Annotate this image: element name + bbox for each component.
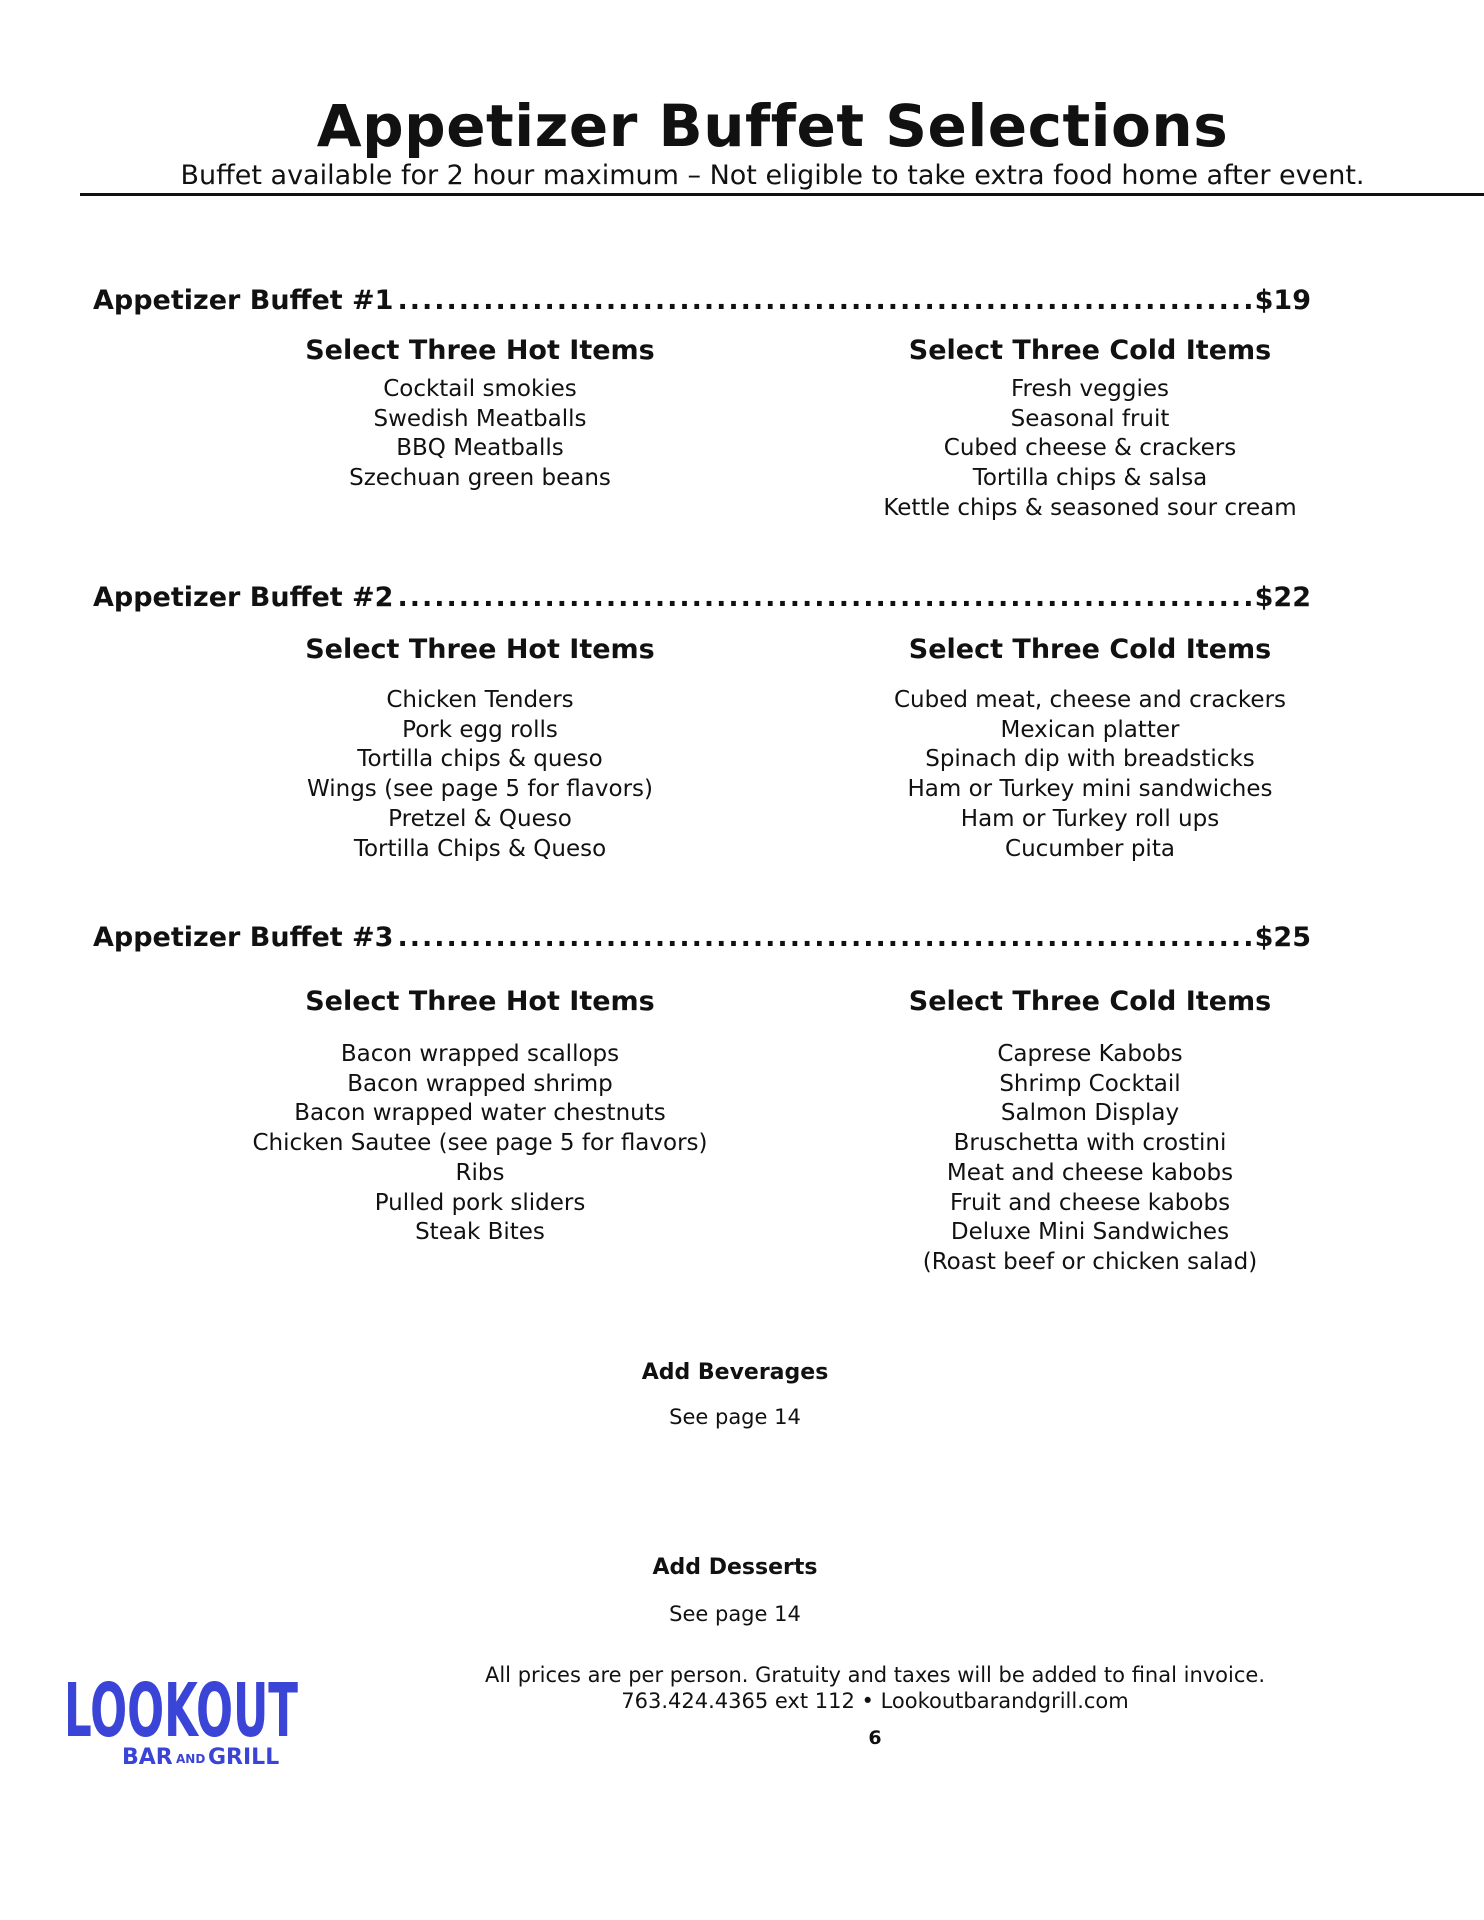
header-divider xyxy=(80,193,1484,196)
hot-items-list xyxy=(190,375,770,494)
list-item: Deluxe Mini Sandwiches xyxy=(950,1219,1230,1246)
cold-items-heading: Select Three Cold Items xyxy=(908,634,1272,665)
buffet-price: $22 xyxy=(1254,582,1311,613)
list-item: Salmon Display xyxy=(1000,1100,1180,1127)
addon-title: Add Desserts xyxy=(652,1555,818,1580)
buffet-price: $19 xyxy=(1254,285,1311,316)
list-item: Bacon wrapped shrimp xyxy=(347,1070,613,1097)
hot-items-heading: Select Three Hot Items xyxy=(305,986,655,1017)
hot-items-list xyxy=(190,686,770,864)
addon-note: See page 14 xyxy=(669,1405,801,1429)
dot-leader xyxy=(397,922,1250,953)
dot-leader xyxy=(397,285,1250,316)
cold-items-list xyxy=(790,686,1390,864)
list-item: Chicken Sautee (see page 5 for flavors) xyxy=(252,1130,708,1157)
list-item: Tortilla Chips & Queso xyxy=(353,835,607,862)
addon-title: Add Beverages xyxy=(641,1360,829,1385)
list-item: (Roast beef or chicken salad) xyxy=(922,1248,1258,1275)
list-item: Fruit and cheese kabobs xyxy=(949,1189,1231,1216)
list-item: Bruschetta with crostini xyxy=(953,1130,1227,1157)
buffet-1-hot-column xyxy=(190,335,770,494)
list-item: Swedish Meatballs xyxy=(373,405,587,432)
buffet-3-hot-column xyxy=(190,986,770,1248)
list-item: Kettle chips & seasoned sour cream xyxy=(883,494,1297,521)
buffet-price: $25 xyxy=(1254,922,1311,953)
page-number: 6 xyxy=(868,1727,882,1749)
buffet-name: Appetizer Buffet #1 xyxy=(93,285,394,316)
addon-desserts xyxy=(500,1555,970,1626)
buffet-name: Appetizer Buffet #3 xyxy=(93,922,394,953)
lookout-logo xyxy=(64,1658,304,1770)
cold-items-list xyxy=(790,1040,1390,1278)
list-item: Steak Bites xyxy=(415,1219,545,1246)
list-item: Ham or Turkey mini sandwiches xyxy=(907,776,1273,803)
list-item: Bacon wrapped scallops xyxy=(340,1041,620,1067)
hot-items-list xyxy=(190,1040,770,1248)
list-item: Wings (see page 5 for flavors) xyxy=(307,776,653,803)
list-item: Ribs xyxy=(455,1159,505,1186)
list-item: Mexican platter xyxy=(1000,716,1180,743)
footer-contact: 763.424.4365 ext 112 • Lookoutbarandgrill.com xyxy=(621,1689,1129,1713)
list-item: Caprese Kabobs xyxy=(997,1041,1183,1067)
page-subtitle: Buffet available for 2 hour maximum – Not eligible to take extra food home after event. xyxy=(180,160,1365,191)
list-item: Spinach dip with breadsticks xyxy=(925,746,1255,773)
hot-items-heading: Select Three Hot Items xyxy=(305,335,655,366)
list-item: Seasonal fruit xyxy=(1010,405,1170,432)
buffet-2-heading xyxy=(93,582,1311,620)
list-item: Ham or Turkey roll ups xyxy=(960,805,1220,832)
buffet-3-cold-column xyxy=(790,986,1390,1278)
buffet-2-cold-column xyxy=(790,634,1390,864)
list-item: Fresh veggies xyxy=(1010,376,1169,402)
list-item: Bacon wrapped water chestnuts xyxy=(294,1100,666,1127)
buffet-3-heading xyxy=(93,922,1311,960)
list-item: Cucumber pita xyxy=(1005,835,1175,862)
buffet-name: Appetizer Buffet #2 xyxy=(93,582,394,613)
footer-pricing-note: All prices are per person. Gratuity and taxes will be added to final invoice. xyxy=(484,1663,1265,1687)
cold-items-heading: Select Three Cold Items xyxy=(908,986,1272,1017)
addon-beverages xyxy=(500,1360,970,1429)
list-item: Pork egg rolls xyxy=(402,716,558,743)
list-item: Cocktail smokies xyxy=(383,376,577,402)
hot-items-heading: Select Three Hot Items xyxy=(305,634,655,665)
footer xyxy=(450,1662,1300,1714)
logo-bar: BAR xyxy=(122,1745,173,1770)
page-title: Appetizer Buffet Selections xyxy=(316,92,1229,160)
addon-note: See page 14 xyxy=(669,1602,801,1626)
list-item: Shrimp Cocktail xyxy=(999,1070,1181,1097)
list-item: BBQ Meatballs xyxy=(396,435,564,462)
list-item: Meat and cheese kabobs xyxy=(946,1159,1234,1186)
list-item: Tortilla chips & queso xyxy=(357,746,603,773)
buffet-1-cold-column xyxy=(790,335,1390,524)
list-item: Chicken Tenders xyxy=(386,687,574,713)
cold-items-list xyxy=(790,375,1390,524)
list-item: Szechuan green beans xyxy=(349,465,611,492)
list-item: Cubed meat, cheese and crackers xyxy=(893,687,1287,713)
buffet-2-hot-column xyxy=(190,634,770,864)
list-item: Pretzel & Queso xyxy=(388,805,572,832)
list-item: Tortilla chips & salsa xyxy=(972,465,1208,492)
buffet-1-heading xyxy=(93,285,1311,323)
cold-items-heading: Select Three Cold Items xyxy=(908,335,1272,366)
logo-wordmark: LOOKOUT xyxy=(64,1668,299,1754)
list-item: Pulled pork sliders xyxy=(374,1189,586,1216)
list-item: Cubed cheese & crackers xyxy=(943,435,1237,462)
logo-grill: GRILL xyxy=(208,1745,280,1770)
logo-and: AND xyxy=(176,1752,206,1766)
dot-leader xyxy=(397,582,1250,613)
